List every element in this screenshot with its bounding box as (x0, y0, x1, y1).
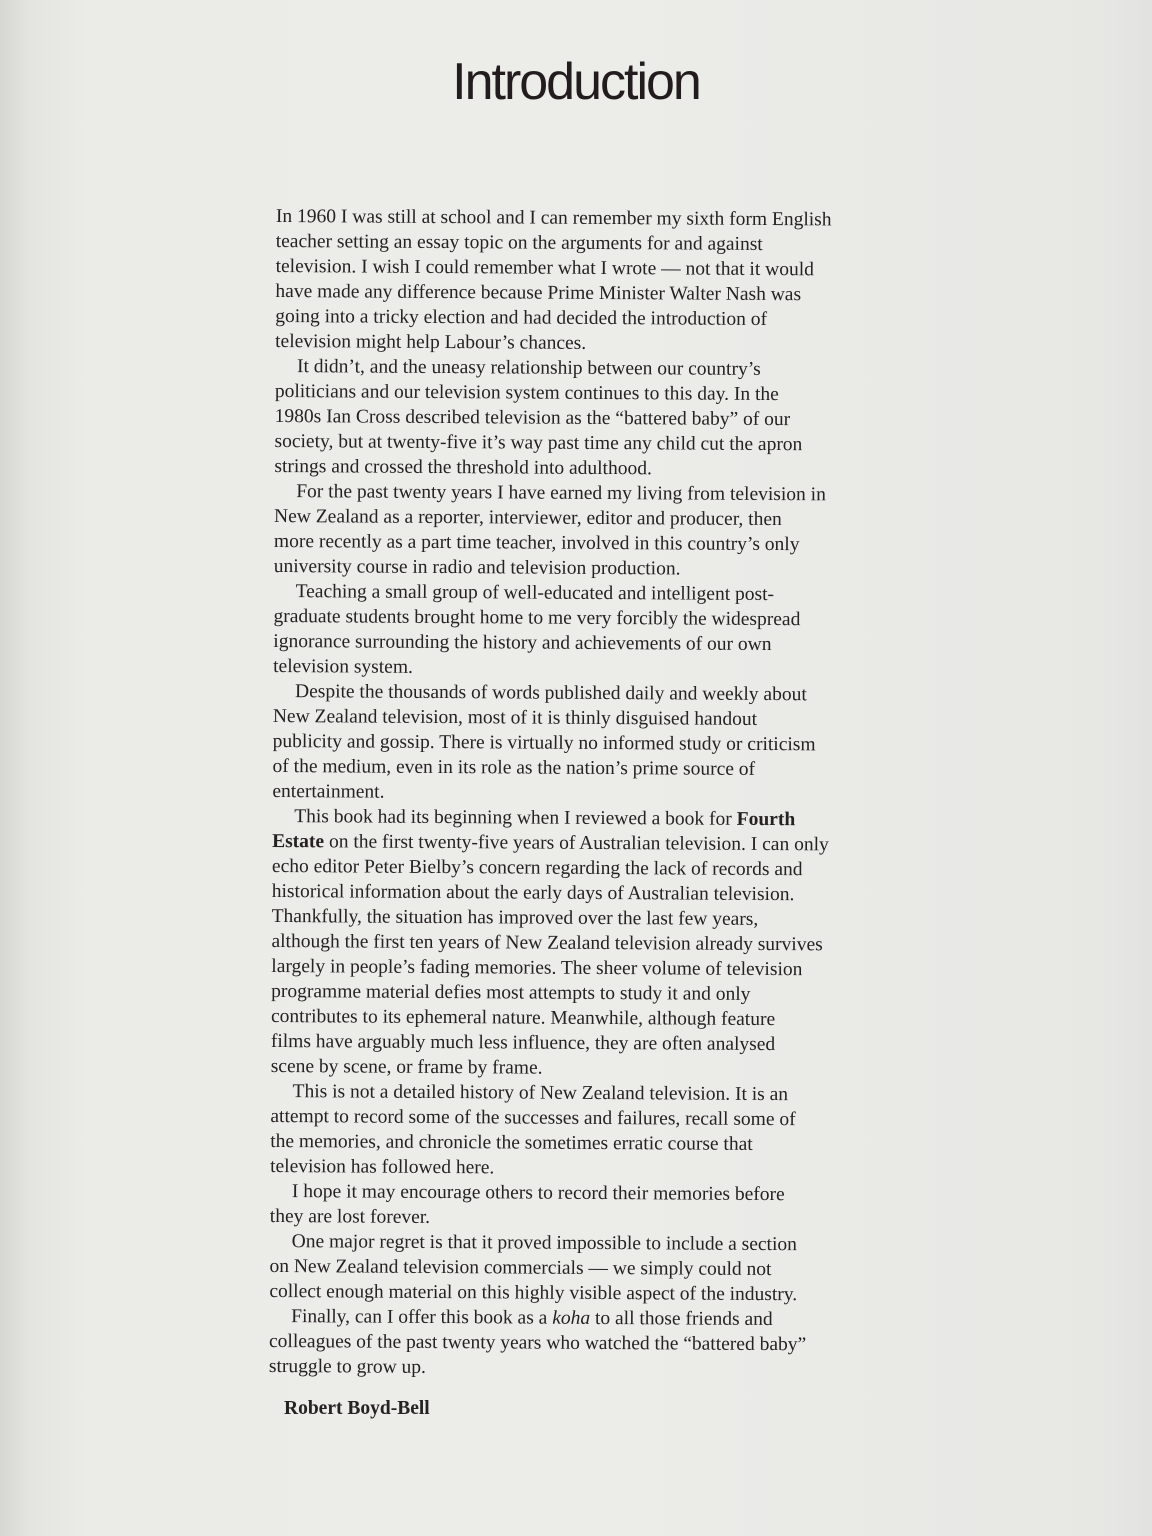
text-line (272, 804, 880, 833)
publication-name: Fourth (736, 808, 796, 831)
text-line: collect enough material on this highly visible aspect of the industry. (269, 1280, 798, 1306)
text-line: although the first ten years of New Zealand television already survives (271, 930, 823, 956)
maori-word: koha (552, 1307, 591, 1329)
text-line: attempt to record some of the successes and failures, recall some of (270, 1105, 796, 1131)
publication-name: Estate (272, 830, 325, 853)
text-line (272, 829, 880, 858)
text-line: 1980s Ian Cross described television as the “battered baby” of our (274, 405, 791, 431)
text-line: New Zealand television, most of it is thinly disguised handout (272, 705, 758, 730)
text-line: Thankfully, the situation has improved over the last few years, (271, 905, 759, 930)
text-line: It didn’t, and the uneasy relationship between our country’s (296, 356, 761, 380)
text-segment: to all those friends and (594, 1307, 773, 1331)
text-line: of the medium, even in its role as the nation’s prime source of (272, 755, 756, 780)
text-line: entertainment. (272, 780, 385, 803)
text-line: largely in people’s fading memories. The sheer volume of television (271, 955, 803, 981)
text-line: more recently as a part time teacher, involved in this country’s only (273, 530, 800, 556)
text-line: they are lost forever. (269, 1205, 431, 1228)
text-segment: on the first twenty-five years of Australian television. I can only (328, 831, 829, 856)
text-line: In 1960 I was still at school and I can remember my sixth form English (275, 205, 832, 231)
text-line: on New Zealand television commercials — we simply could not (269, 1255, 772, 1281)
text-line: television might help Labour’s chances. (275, 330, 587, 354)
text-line: colleagues of the past twenty years who watched the “battered baby” (268, 1330, 807, 1356)
text-line: scene by scene, or frame by frame. (270, 1055, 543, 1079)
text-line: going into a tricky election and had decided the introduction of (275, 305, 768, 331)
text-line: films have arguably much less influence, they are often analysed (270, 1030, 776, 1056)
text-line: university course in radio and television production. (273, 555, 681, 580)
text-line: Teaching a small group of well-educated and intelligent post- (295, 581, 775, 606)
text-line: television system. (273, 655, 413, 678)
text-line: Despite the thousands of words published daily and weekly about (294, 681, 807, 706)
author-signature: Robert Boyd-Bell (284, 1398, 430, 1419)
text-line: ignorance surrounding the history and achievements of our own (273, 630, 772, 656)
text-line: the memories, and chronicle the sometimes erratic course that (270, 1130, 753, 1155)
text-line: contributes to its ephemeral nature. Meanwhile, although feature (270, 1005, 776, 1031)
text-line: I hope it may encourage others to record their memories before (291, 1181, 785, 1206)
text-line: historical information about the early days of Australian television. (271, 880, 795, 906)
text-line: publicity and gossip. There is virtually no informed study or criticism (272, 730, 816, 756)
text-line: programme material defies most attempts to study it and only (271, 980, 751, 1005)
text-line: New Zealand as a reporter, interviewer, editor and producer, then (274, 505, 782, 531)
text-line: television has followed here. (270, 1155, 495, 1179)
text-line: echo editor Peter Bielby’s concern regarding the lack of records and (271, 855, 803, 881)
text-line: struggle to grow up. (268, 1355, 427, 1378)
text-line: graduate students brought home to me very forcibly the widespread (273, 605, 801, 631)
text-line: One major regret is that it proved impossible to include a section (291, 1231, 797, 1256)
text-line: For the past twenty years I have earned my living from television in (296, 481, 826, 506)
text-segment: This book had its beginning when I reviewed a book for (294, 806, 732, 830)
text-line (269, 1304, 877, 1333)
text-line: politicians and our television system continues to this day. In the (274, 380, 779, 406)
text-line: teacher setting an essay topic on the arguments for and against (275, 230, 763, 255)
text-segment: Finally, can I offer this book as a (291, 1306, 548, 1329)
text-line: society, but at twenty-five it’s way past time any child cut the apron (274, 430, 803, 456)
text-line: television. I wish I could remember what I wrote — not that it would (275, 255, 814, 281)
text-line: strings and crossed the threshold into adulthood. (274, 455, 652, 480)
text-line: This is not a detailed history of New Zealand television. It is an (292, 1081, 789, 1106)
text-line: have made any difference because Prime Minister Walter Nash was (275, 280, 802, 306)
page-title: Introduction (452, 53, 700, 111)
introduction-body (269, 204, 884, 1383)
